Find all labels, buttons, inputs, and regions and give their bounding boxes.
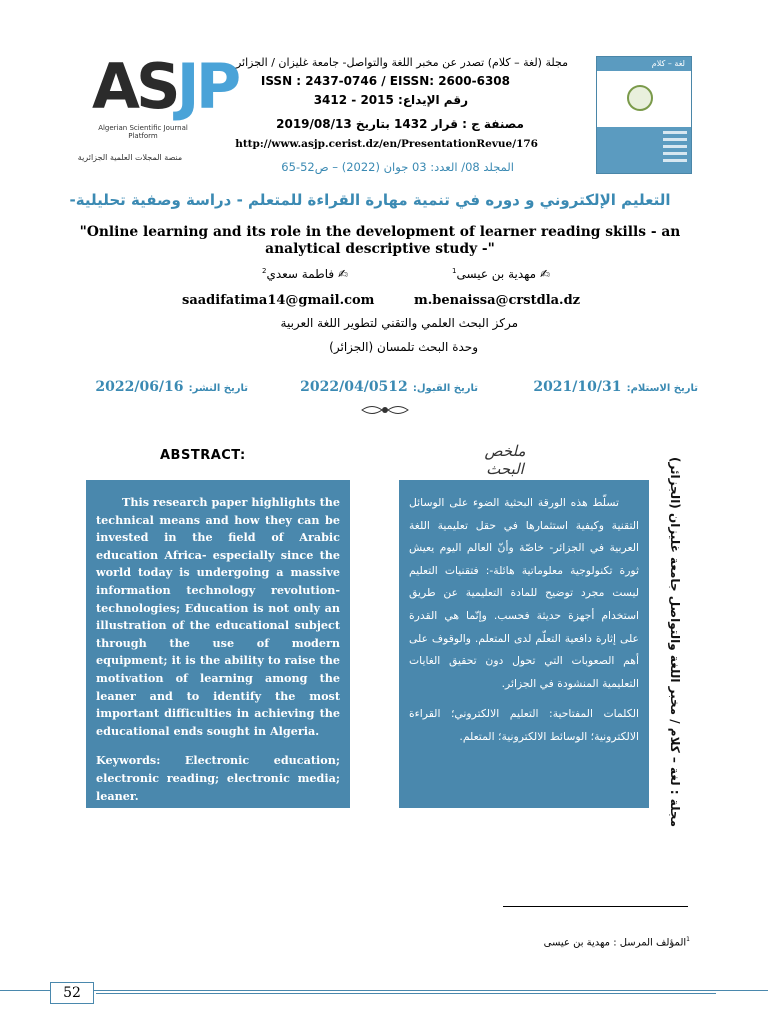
- footnote: $^1$المؤلف المرسل : مهدية بن عيسى: [543, 936, 690, 949]
- page-number: 52: [50, 982, 94, 1004]
- journal-deposit-number: رقم الإيداع: 2015 - 3412: [313, 93, 468, 107]
- ornament-divider-icon: [360, 403, 410, 417]
- author-2: ✍ فاطمة سعدي$^2$: [261, 267, 348, 281]
- journal-issn: ISSN : 2437-0746 / EISSN: 2600-6308: [260, 74, 510, 88]
- asjp-logo: [88, 50, 238, 166]
- date-published: تاريخ النشر: 2022/06/16: [95, 379, 248, 395]
- affiliation-center: مركز البحث العلمي والتقني لتطوير اللغة العربية: [280, 316, 518, 330]
- footnote-rule: [503, 906, 688, 907]
- paper-title-arabic: التعليم الإلكتروني و دوره في تنمية مهارة القراءة للمتعلم - دراسة وصفية تحليلية-: [69, 191, 671, 209]
- affiliation-unit: وحدة البحث تلمسان (الجزائر): [329, 340, 478, 354]
- abstract-heading-english: ABSTRACT:: [160, 448, 246, 463]
- keywords-arabic: الكلمات المفتاحية: التعليم الالكتروني؛ القراءة الالكترونية؛ الوسائط الالكترونية؛ المتعلم.: [409, 707, 639, 743]
- abstract-arabic-box: [399, 480, 649, 808]
- asjp-logo-mark: ASJP: [92, 50, 238, 123]
- author-1-name: مهدية بن عيسى: [456, 267, 537, 281]
- asjp-logo-arabic: منصة المجلات العلمية الجزائرية: [77, 153, 183, 162]
- author-1-email[interactable]: m.benaissa@crstdla.dz: [414, 293, 581, 308]
- asjp-logo-subtitle: Algerian Scientific Journal Platform: [98, 124, 188, 140]
- author-1: ✍ مهدية بن عيسى$^1$: [452, 267, 550, 281]
- paper-title-english: "Online learning and its role in the development of learner reading skills - an analytical descriptive study -": [79, 224, 681, 257]
- abstract-arabic-body: تسلّط هذه الورقة البحثية الضوء على الوسائل التقنية وكيفية استثمارها في حقل تعليمية اللغة العربية في الجزائر- خاصّة وأنّ العالم اليوم يعيش ثورة تكنولوجية معلوماتية هائلة-: فتقنيات التعليم ليست مجرد توضيح للمادة التعليمية عن طريق استخدام أجهزة حديثة فحسب. وإنّما هي القدرة على إثارة دافعية التعلّم لدى المتعلم. والوقوف على أهم الصعوبات التي تحول دون تحقيق الغايات التعليمية المنشودة في الجزائر.: [409, 496, 639, 690]
- journal-cover-thumbnail: [596, 56, 692, 174]
- keywords-english: Keywords: Electronic education; electronic reading; electronic media; leaner.: [96, 753, 340, 803]
- volume-issue-pages: المجلد 08/ العدد: 03 جوان (2022) – ص52-65: [281, 160, 514, 174]
- side-journal-label: مجلة : لغة – كلام / مخبر اللغة والتواصل جامعة غليزان (الجزائر): [668, 457, 682, 827]
- abstract-english-box: [86, 480, 350, 808]
- author-2-email[interactable]: saadifatima14@gmail.com: [182, 293, 375, 308]
- university-emblem-icon: [627, 85, 653, 111]
- date-accepted: تاريخ القبول: 2022/04/0512: [300, 379, 478, 395]
- abstract-heading-arabic: ملخص البحث: [484, 442, 526, 478]
- journal-publisher-line: مجلة (لغة – كلام) تصدر عن مخبر اللغة والتواصل- جامعة غليزان / الجزائر: [235, 56, 568, 69]
- pen-icon: ✍: [539, 267, 550, 281]
- journal-classification: مصنفة ج : قرار 1432 بتاريخ 2019/08/13: [276, 117, 524, 131]
- date-received: تاريخ الاستلام: 2021/10/31: [533, 379, 698, 395]
- pen-icon: ✍: [337, 267, 348, 281]
- journal-cover-title: لغة – كلام: [651, 59, 685, 68]
- author-2-name: فاطمة سعدي: [266, 267, 335, 281]
- journal-url[interactable]: http://www.asjp.cerist.dz/en/PresentationRevue/176: [235, 138, 538, 150]
- abstract-english-body: This research paper highlights the technical means and how they can be invested in the field of Arabic education Africa- especially since the world today is undergoing a massive information technology revolution- technologies; Education is not only an illustration of the educational subject through the use of modern equipment; it is the ability to raise the motivation of learning among the leaner and to identify the most important difficulties in achieving the educational ends sought in Algeria.: [96, 495, 340, 738]
- page-footer-rule: [0, 990, 768, 991]
